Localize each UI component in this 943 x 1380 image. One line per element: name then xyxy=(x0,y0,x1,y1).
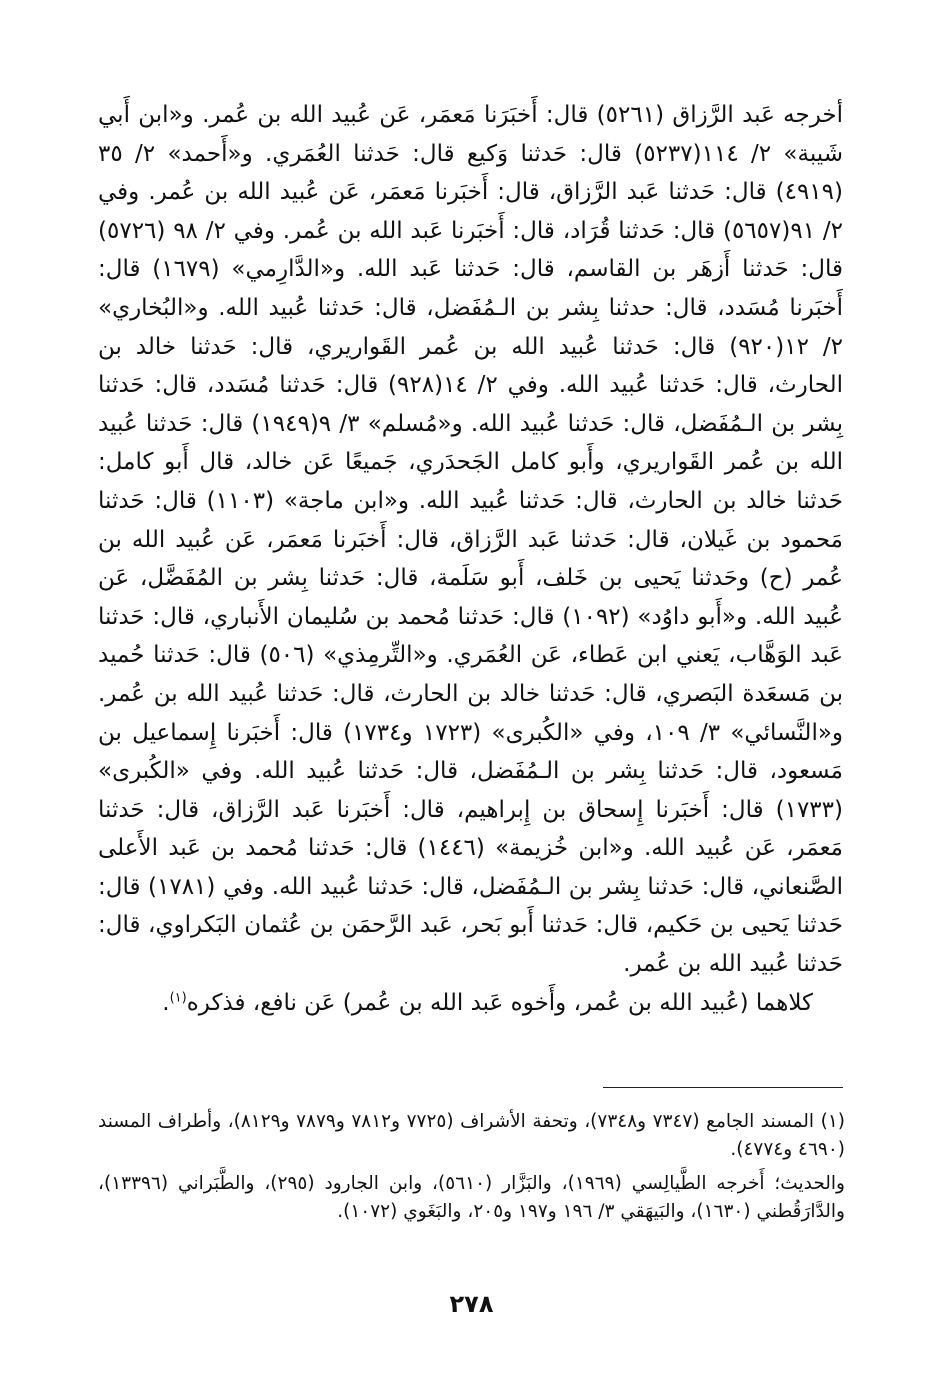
footnote-reference: (١) xyxy=(169,990,187,1005)
hadith-takhrij-paragraph: أخرجه عَبد الرَّزاق (٥٢٦١) قال: أَخبَرَنا مَعمَر، عَن عُبيد الله بن عُمر. و«ابن أَبي شَيبة» ٢/ ١١٤(٥٢٣٧) قال: حَدثنا وَكيع قال: حَدثنا العُمَري. و«أَحمد» ٢/ ٣٥ (٤٩١٩) قال: حَدثنا عَبد الرَّزاق، قال: أَخبَرنا مَعمَر، عَن عُبيد الله بن عُمر. وفي ٢/ ٩١(٥٦٥٧) قال: حَدثنا قُرَاد، قال: أَخبَرنا عَبد الله بن عُمر. وفي ٢/ ٩٨ (٥٧٢٦) قال: حَدثنا أَزهَر بن القاسم، قال: حَدثنا عَبد الله. و«الدَّارِمي» (١٦٧٩) قال: أَخبَرنا مُسَدد، قال: حدثنا بِشر بن الـمُفَضل، قال: حَدثنا عُبيد الله. و«البُخاري» ٢/ ١٢(٩٢٠) قال: حَدثنا عُبيد الله بن عُمر القَواريري، قال: حَدثنا خالد بن الحارث، قال: حَدثنا عُبيد الله. وفي ٢/ ١٤(٩٢٨) قال: حَدثنا مُسَدد، قال: حَدثنا بِشر بن الـمُفَضل، قال: حَدثنا عُبيد الله. و«مُسلم» ٣/ ٩(١٩٤٩) قال: حَدثنا عُبيد الله بن عُمر القَواريري، وأَبو كامل الجَحدَري، جَميعًا عَن خالد، قال أَبو كامل: حَدثنا خالد بن الحارث، قال: حَدثنا عُبيد الله. و«ابن ماجة» (١١٠٣) قال: حَدثنا مَحمود بن غَيلان، قال: حَدثنا عَبد الرَّزاق، قال: أَخبَرنا مَعمَر، عَن عُبيد الله بن عُمر (ح) وحَدثنا يَحيى بن خَلف، أَبو سَلَمة، قال: حَدثنا بِشر بن المُفَضَّل، عَن عُبيد الله. و«أَبو داوُد» (١٠٩٢) قال: حَدثنا مُحمد بن سُليمان الأَنباري، قال: حَدثنا عَبد الوَهَّاب، يَعني ابن عَطاء، عَن العُمَري. و«التِّرمِذي» (٥٠٦) قال: حَدثنا حُميد بن مَسعَدة البَصري، قال: حَدثنا خالد بن الحارث، قال: حَدثنا عُبيد الله بن عُمر. و«النَّسائي» ٣/ ١٠٩، وفي «الكُبرى» (١٧٢٣ و١٧٣٤) قال: أَخبَرنا إِسماعيل بن مَسعود، قال: حَدثنا بِشر بن الـمُفَضل، قال: حَدثنا عُبيد الله. وفي «الكُبرى» (١٧٣٣) قال: أَخبَرنا إِسحاق بن إِبراهيم، قال: أَخبَرنا عَبد الرَّزاق، قال: حَدثنا مَعمَر، عَن عُبيد الله. و«ابن خُزيمة» (١٤٤٦) قال: حَدثنا مُحمد بن عَبد الأَعلى الصَّنعاني، قال: حَدثنا بِشر بن الـمُفَضل، قال: حَدثنا عُبيد الله. وفي (١٧٨١) قال: حَدثنا يَحيى بن حَكيم، قال: حَدثنا أَبو بَحر، عَبد الرَّحمَن بن عُثمان البَكراوي، قال: حَدثنا عُبيد الله بن عُمر. xyxy=(98,102,844,978)
footnotes-section xyxy=(98,1108,845,1226)
footnote-hadith-sources: والحديث؛ أَخرجه الطَّيالِسي (١٩٦٩)، والبَزَّار (٥٦١٠)، وابن الجارود (٢٩٥)، والطَّبَراني (١٣٣٩٦)، والدَّارَقُطني (١٦٣٠)، والبَيهَقي ٣/ ١٩٦ و١٩٧ و٢٠٥، والبَغَوي (١٠٧٢). xyxy=(98,1173,845,1222)
page-number: ٢٧٨ xyxy=(449,1290,494,1318)
closing-period: . xyxy=(162,989,170,1016)
footnote-divider xyxy=(603,1087,843,1088)
main-text-block xyxy=(98,96,843,1022)
closing-sentence xyxy=(98,984,843,1023)
footnote-1: (١) المسند الجامع (٧٣٤٧ و٧٣٤٨)، وتحفة الأشراف (٧٧٢٥ و٧٨١٢ و٧٨٧٩ و٨١٢٩)، وأطراف المسند (٤٦٩٠ و٤٧٧٤). xyxy=(98,1111,845,1160)
closing-text: كلاهما (عُبيد الله بن عُمر، وأَخوه عَبد الله بن عُمر) عَن نافع، فذكره xyxy=(186,989,813,1016)
